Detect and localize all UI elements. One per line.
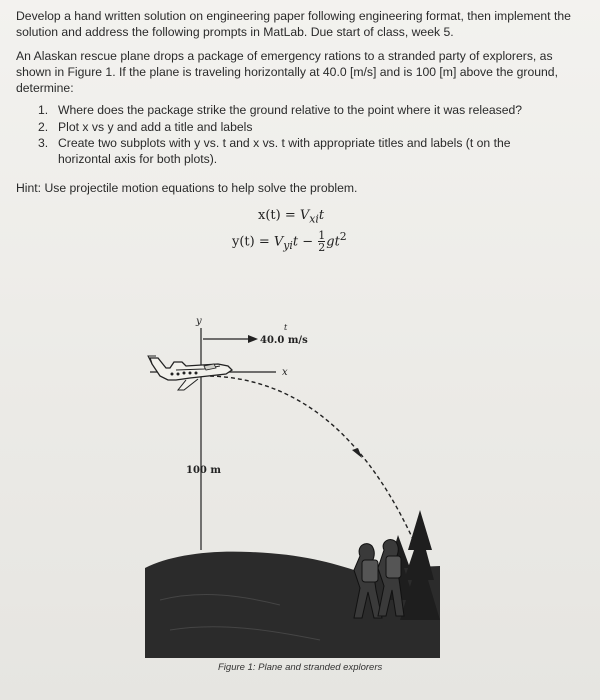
figure-plane-explorers xyxy=(0,300,600,660)
task-number: 2. xyxy=(38,119,49,134)
equation-x-sub: xi xyxy=(309,212,319,226)
equation-y-var: V xyxy=(273,234,284,250)
equation-y-lhs: y(t) = xyxy=(232,234,274,250)
task-item xyxy=(38,120,558,136)
equation-y-tail: gt xyxy=(326,234,340,250)
intro-paragraph: Develop a hand written solution on engineering paper following engineering format, then implement the solution and address the following prompts in MatLab. Due start of class, week 5. xyxy=(16,9,571,39)
task-list xyxy=(38,103,558,168)
equation-y xyxy=(232,230,347,253)
fraction xyxy=(318,230,325,253)
task-number: 3. xyxy=(38,136,49,150)
problem-statement: An Alaskan rescue plane drops a package of emergency rations to a stranded party of explorers, as shown in Figure 1. If the plane is traveling horizontally at 40.0 [m/s] and is 100 [m] above the ground, determine: xyxy=(16,49,558,95)
task-number: 1. xyxy=(38,103,49,117)
task-item xyxy=(38,103,558,119)
task-text: Plot x vs y and add a title and labels xyxy=(58,119,253,134)
hint-text: Hint: Use projectile motion equations to help solve the problem. xyxy=(16,181,358,195)
airplane-icon xyxy=(148,356,232,390)
equation-x-rhs: t xyxy=(318,208,325,223)
figure-caption: Figure 1: Plane and stranded explorers xyxy=(218,662,383,673)
x-axis-label: x xyxy=(282,367,288,378)
y-axis-label: y xyxy=(196,316,202,327)
equation-y-exponent: 2 xyxy=(339,230,347,243)
fraction-denominator: 2 xyxy=(318,241,326,255)
equation-x xyxy=(258,208,324,226)
velocity-t-label: t xyxy=(284,323,288,332)
equation-y-mid: t − xyxy=(292,234,314,250)
arrow-right-icon xyxy=(248,335,258,343)
fraction-numerator: 1 xyxy=(318,229,326,243)
task-text: Create two subplots with y vs. t and x vs. t with appropriate titles and labels (t on the horizontal axis for both plots). xyxy=(58,136,511,166)
equation-x-var: V xyxy=(299,208,310,223)
task-text: Where does the package strike the ground relative to the point where it was released? xyxy=(58,103,523,117)
equation-x-lhs: x(t) = xyxy=(258,208,300,223)
task-item xyxy=(38,136,558,167)
trajectory-path xyxy=(210,376,420,555)
trajectory-arrow-icon xyxy=(352,448,362,458)
height-label: 100 m xyxy=(186,465,221,476)
velocity-label: 40.0 m/s xyxy=(260,335,308,346)
equation-y-sub: yi xyxy=(283,238,293,252)
